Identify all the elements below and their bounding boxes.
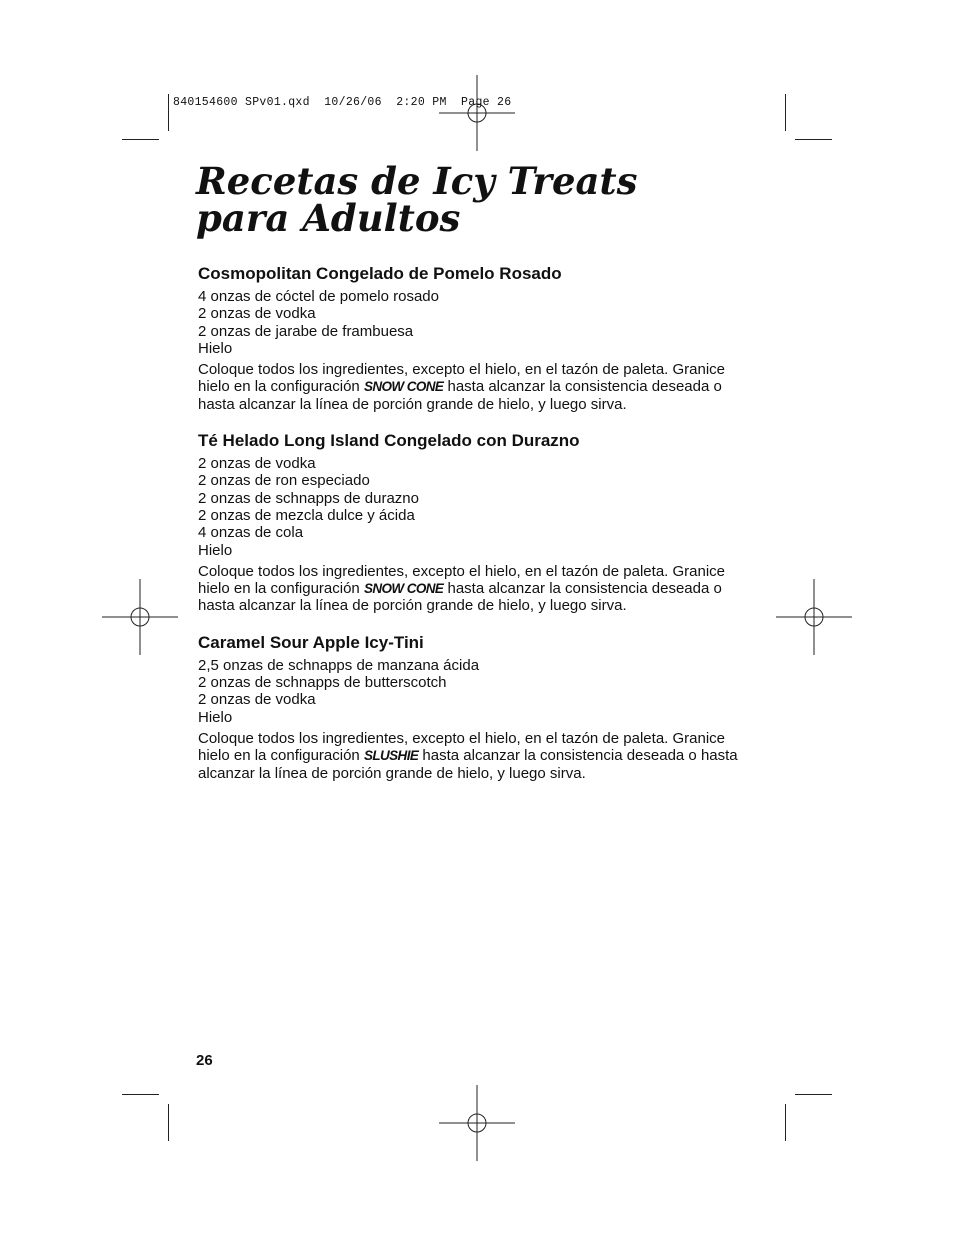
ingredient-item: Hielo — [198, 339, 233, 357]
recipes-section — [198, 264, 758, 800]
setting-name: SNOW CONE — [363, 379, 444, 395]
instructions-text: Coloque todos los ingredientes, excepto el hielo, en el tazón de paleta. Granice hielo en la configuración — [198, 361, 726, 396]
registration-mark-right — [776, 579, 852, 655]
recipe-long-island — [198, 431, 758, 615]
recipe-cosmopolitan — [198, 264, 758, 413]
recipe-icy-tini — [198, 633, 758, 782]
ingredient-item: 4 onzas de cóctel de pomelo rosado — [198, 288, 439, 305]
instructions-text: hasta alcanzar la consistencia deseada o hasta alcanzar la línea de porción grande de hielo, y luego sirva. — [198, 580, 722, 615]
registration-mark-top — [439, 75, 515, 151]
ingredient-item: 2 onzas de mezcla dulce y ácida — [198, 506, 415, 524]
crop-mark-top-right-vertical — [785, 94, 786, 131]
ingredient-item: 2 onzas de schnapps de butterscotch — [198, 674, 447, 692]
ingredient-item: 2 onzas de schnapps de durazno — [198, 489, 419, 507]
instructions-text: hasta alcanzar la consistencia deseada o hasta alcanzar la línea de porción grande de hielo, y luego sirva. — [198, 747, 738, 782]
page-title — [196, 159, 638, 240]
crop-mark-bottom-left-horizontal — [122, 1094, 159, 1095]
title-line-1: Recetas de Icy Treats — [196, 159, 638, 203]
recipe-instructions — [198, 730, 758, 782]
crop-mark-top-right-horizontal — [795, 139, 832, 140]
printer-slug-line: 840154600 SPv01.qxd 10/26/06 2:20 PM Page 26 — [173, 96, 512, 109]
ingredient-item: 2 onzas de vodka — [198, 455, 316, 473]
ingredient-list — [198, 455, 758, 559]
setting-name: SLUSHIE — [363, 748, 419, 764]
ingredient-item: 2 onzas de vodka — [198, 691, 316, 709]
instructions-text: Coloque todos los ingredientes, excepto el hielo, en el tazón de paleta. Granice hielo en la configuración — [198, 729, 726, 765]
instructions-text: hasta alcanzar la consistencia deseada o hasta alcanzar la línea de porción grande de hielo, y luego sirva. — [198, 378, 722, 413]
ingredient-item: Hielo — [198, 541, 233, 559]
recipe-title: Cosmopolitan Congelado de Pomelo Rosado — [198, 264, 562, 283]
ingredient-list — [198, 657, 758, 726]
crop-mark-top-left-vertical — [168, 94, 169, 131]
crop-mark-bottom-right-horizontal — [795, 1094, 832, 1095]
title-line-2: para Adultos — [196, 196, 461, 240]
ingredient-item: Hielo — [198, 708, 233, 726]
recipe-title: Caramel Sour Apple Icy-Tini — [198, 632, 424, 652]
ingredient-item: 2 onzas de ron especiado — [198, 472, 370, 490]
ingredient-item: 2 onzas de jarabe de frambuesa — [198, 322, 414, 340]
recipe-instructions — [198, 361, 758, 413]
registration-mark-bottom — [439, 1085, 515, 1161]
crop-mark-bottom-right-vertical — [785, 1104, 786, 1141]
ingredient-item: 2 onzas de vodka — [198, 305, 316, 323]
instructions-text: Coloque todos los ingredientes, excepto el hielo, en el tazón de paleta. Granice hielo en la configuración — [198, 562, 726, 598]
setting-name: SNOW CONE — [363, 581, 444, 597]
ingredient-item: 4 onzas de cola — [198, 524, 304, 542]
ingredient-list — [198, 288, 758, 357]
page-number: 26 — [196, 1052, 213, 1069]
crop-mark-bottom-left-vertical — [168, 1104, 169, 1141]
recipe-instructions — [198, 563, 758, 615]
crop-mark-top-left-horizontal — [122, 139, 159, 140]
recipe-title: Té Helado Long Island Congelado con Durazno — [198, 431, 580, 451]
registration-mark-left — [102, 579, 178, 655]
ingredient-item: 2,5 onzas de schnapps de manzana ácida — [198, 656, 480, 674]
